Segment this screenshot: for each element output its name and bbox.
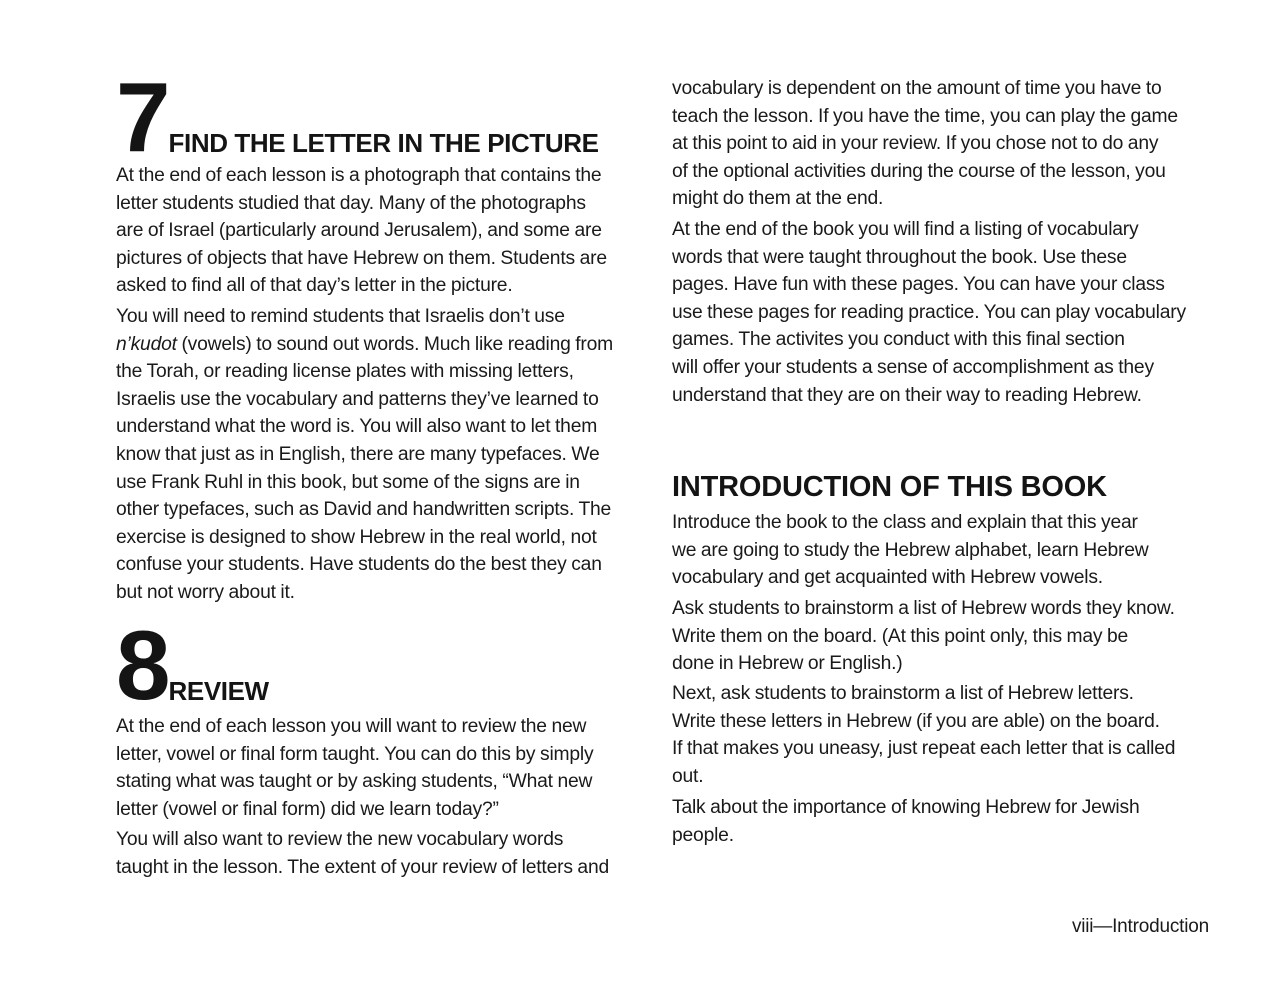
text-span: (vowels) to sound out words. Much like reading from [176,333,614,355]
text-line: Next, ask students to brainstorm a list of Hebrew letters. [672,683,1134,704]
text-line: might do them at the end. [672,188,884,210]
text-line: done in Hebrew or English.) [672,653,903,675]
text-line: You will also want to review the new vocabulary words [116,829,564,850]
text-line: At the end of the book you will find a listing of vocabulary [672,219,1139,240]
text-line: out. [672,765,704,787]
section-8-heading [116,610,269,720]
section-8-title: REVIEW [168,676,269,706]
text-line: we are going to study the Hebrew alphabet, learn Hebrew [672,539,1149,561]
text-line: people. [672,824,734,846]
review-continued-paragraph [672,75,1178,213]
text-line: words that were taught throughout the book. Use these [672,246,1127,268]
text-line: stating what was taught or by asking students, “What new [116,771,593,793]
text-line: understand what the word is. You will also want to let them [116,416,598,438]
vocabulary-listing-paragraph [672,216,1186,409]
text-line: At the end of each lesson you will want to review the new [116,716,587,737]
text-line: letter students studied that day. Many of the photographs [116,192,586,214]
text-line: confuse your students. Have students do the best they can [116,554,602,576]
text-line: use Frank Ruhl in this book, but some of the signs are in [116,471,580,493]
section-7-paragraph-2 [116,303,613,607]
introduction-paragraph-2 [672,595,1175,678]
text-line: letter (vowel or final form) did we learn today?” [116,798,499,820]
text-line: of the optional activities during the course of the lesson, you [672,160,1166,182]
text-line: pages. Have fun with these pages. You can have your class [672,274,1165,296]
section-7-title: FIND THE LETTER IN THE PICTURE [168,128,599,158]
section-8-number: 8 [116,610,165,720]
text-line: are of Israel (particularly around Jerusalem), and some are [116,220,602,242]
text-line: Israelis use the vocabulary and patterns they’ve learned to [116,388,599,410]
text-line: understand that they are on their way to reading Hebrew. [672,384,1142,406]
text-line: games. The activites you conduct with this final section [672,329,1125,351]
text-line: asked to find all of that day’s letter in the picture. [116,275,513,297]
text-line: but not worry about it. [116,581,295,603]
text-line: teach the lesson. If you have the time, you can play the game [672,105,1178,127]
text-line: Write these letters in Hebrew (if you are able) on the board. [672,710,1160,732]
page-footer: viii—Introduction [1071,916,1209,937]
text-line: pictures of objects that have Hebrew on them. Students are [116,247,607,269]
text-line: know that just as in English, there are many typefaces. We [116,443,600,465]
section-7-heading [116,62,599,172]
text-line: will offer your students a sense of accomplishment as they [672,356,1154,378]
nkudot-italic: n’kudot [116,333,177,355]
section-7-paragraph-1 [116,162,607,300]
text-line: You will need to remind students that Israelis don’t use [116,306,565,327]
text-line: the Torah, or reading license plates with missing letters, [116,361,574,383]
text-line: If that makes you uneasy, just repeat each letter that is called [672,738,1176,760]
text-line-with-italic [116,331,613,359]
text-line: exercise is designed to show Hebrew in the real world, not [116,526,597,548]
section-7-number: 7 [116,62,165,172]
text-line: Write them on the board. (At this point only, this may be [672,625,1129,647]
text-line: vocabulary and get acquainted with Hebrew vowels. [672,567,1103,589]
text-line: at this point to aid in your review. If you chose not to do any [672,133,1159,155]
introduction-paragraph-3 [672,680,1175,790]
section-8-paragraph-1 [116,713,593,823]
introduction-paragraph-4 [672,794,1139,849]
text-line: vocabulary is dependent on the amount of time you have to [672,78,1162,99]
text-line: At the end of each lesson is a photograph that contains the [116,165,602,186]
text-line: letter, vowel or final form taught. You can do this by simply [116,743,594,765]
text-line: Talk about the importance of knowing Hebrew for Jewish [672,797,1140,818]
introduction-heading: INTRODUCTION OF THIS BOOK [672,471,1107,503]
text-line: Ask students to brainstorm a list of Hebrew words they know. [672,598,1175,619]
text-line: Introduce the book to the class and explain that this year [672,512,1138,533]
text-line: other typefaces, such as David and handwritten scripts. The [116,499,612,521]
section-8-paragraph-2 [116,826,609,881]
text-line: use these pages for reading practice. You can play vocabulary [672,301,1186,323]
text-line: taught in the lesson. The extent of your review of letters and [116,856,609,878]
introduction-paragraph-1 [672,509,1148,592]
